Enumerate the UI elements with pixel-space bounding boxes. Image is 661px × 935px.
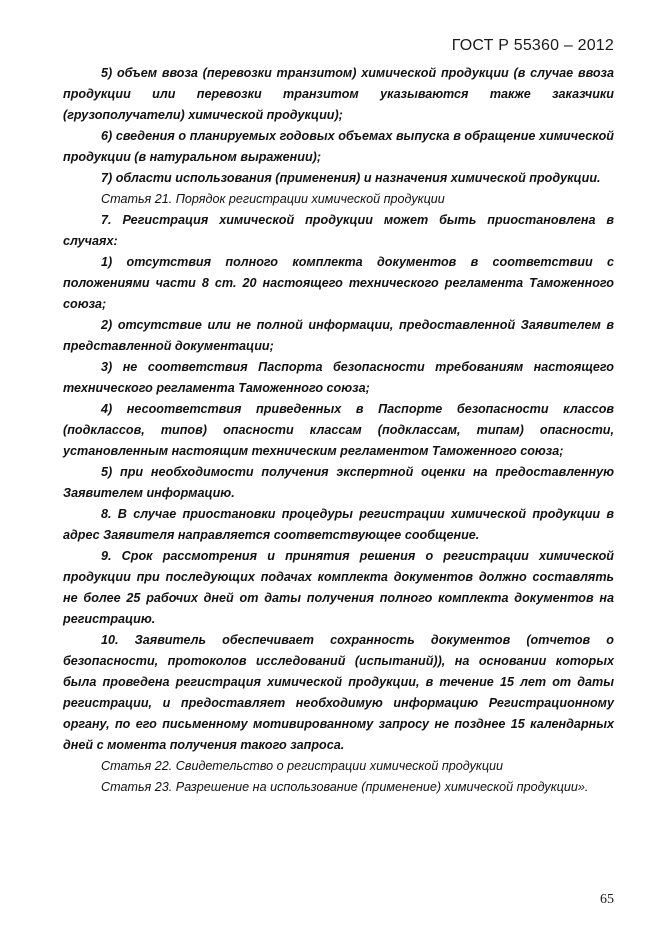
paragraph-item-5: 5) объем ввоза (перевозки транзитом) химической продукции (в случае ввоза продукции или перевозки транзитом указываются также заказчики (грузополучатели) химической продукции);	[63, 66, 614, 122]
clause-7: 7. Регистрация химической продукции может быть приостановлена в случаях:	[63, 213, 614, 248]
document-body	[63, 63, 614, 798]
article-22-heading: Статья 22. Свидетельство о регистрации химической продукции	[101, 759, 504, 773]
clause-7-item-2: 2) отсутствие или не полной информации, предоставленной Заявителем в представленной документации;	[63, 318, 614, 353]
paragraph-item-7: 7) области использования (применения) и назначения химической продукции.	[101, 171, 601, 185]
page-number: 65	[600, 892, 614, 907]
clause-7-item-1: 1) отсутствия полного комплекта документов в соответствии с положениями части 8 ст. 20 настоящего технического регламента Таможенного союза;	[63, 255, 614, 311]
clause-9: 9. Срок рассмотрения и принятия решения о регистрации химической продукции при последующих подачах комплекта документов должно составлять не более 25 рабочих дней от даты получения полного комплекта документов на регистрацию.	[63, 549, 614, 626]
paragraph-item-6: 6) сведения о планируемых годовых объемах выпуска в обращение химической продукции (в натуральном выражении);	[63, 129, 614, 164]
article-21-heading: Статья 21. Порядок регистрации химической продукции	[101, 192, 445, 206]
clause-10: 10. Заявитель обеспечивает сохранность документов (отчетов о безопасности, протоколов исследований (испытаний)), на основании которых была проведена регистрация химической продукции, в течение 15 лет от даты регистрации, и предоставляет необходимую информацию Регистрационному органу, по его письменному мотивированному запросу не позднее 15 календарных дней с момента получения такого запроса.	[63, 633, 614, 752]
document-header: ГОСТ Р 55360 – 2012	[451, 37, 614, 54]
clause-7-item-4: 4) несоответствия приведенных в Паспорте безопасности классов (подклассов, типов) опасности классам (подклассам, типам) опасности, установленным настоящим техническим регламентом Таможенного союза;	[63, 402, 614, 458]
article-23-heading: Статья 23. Разрешение на использование (применение) химической продукции».	[101, 780, 589, 794]
clause-7-item-5: 5) при необходимости получения экспертной оценки на предоставленную Заявителем информацию.	[63, 465, 614, 500]
clause-7-item-3: 3) не соответствия Паспорта безопасности требованиям настоящего технического регламента Таможенного союза;	[63, 360, 614, 395]
clause-8: 8. В случае приостановки процедуры регистрации химической продукции в адрес Заявителя направляется соответствующее сообщение.	[63, 507, 614, 542]
